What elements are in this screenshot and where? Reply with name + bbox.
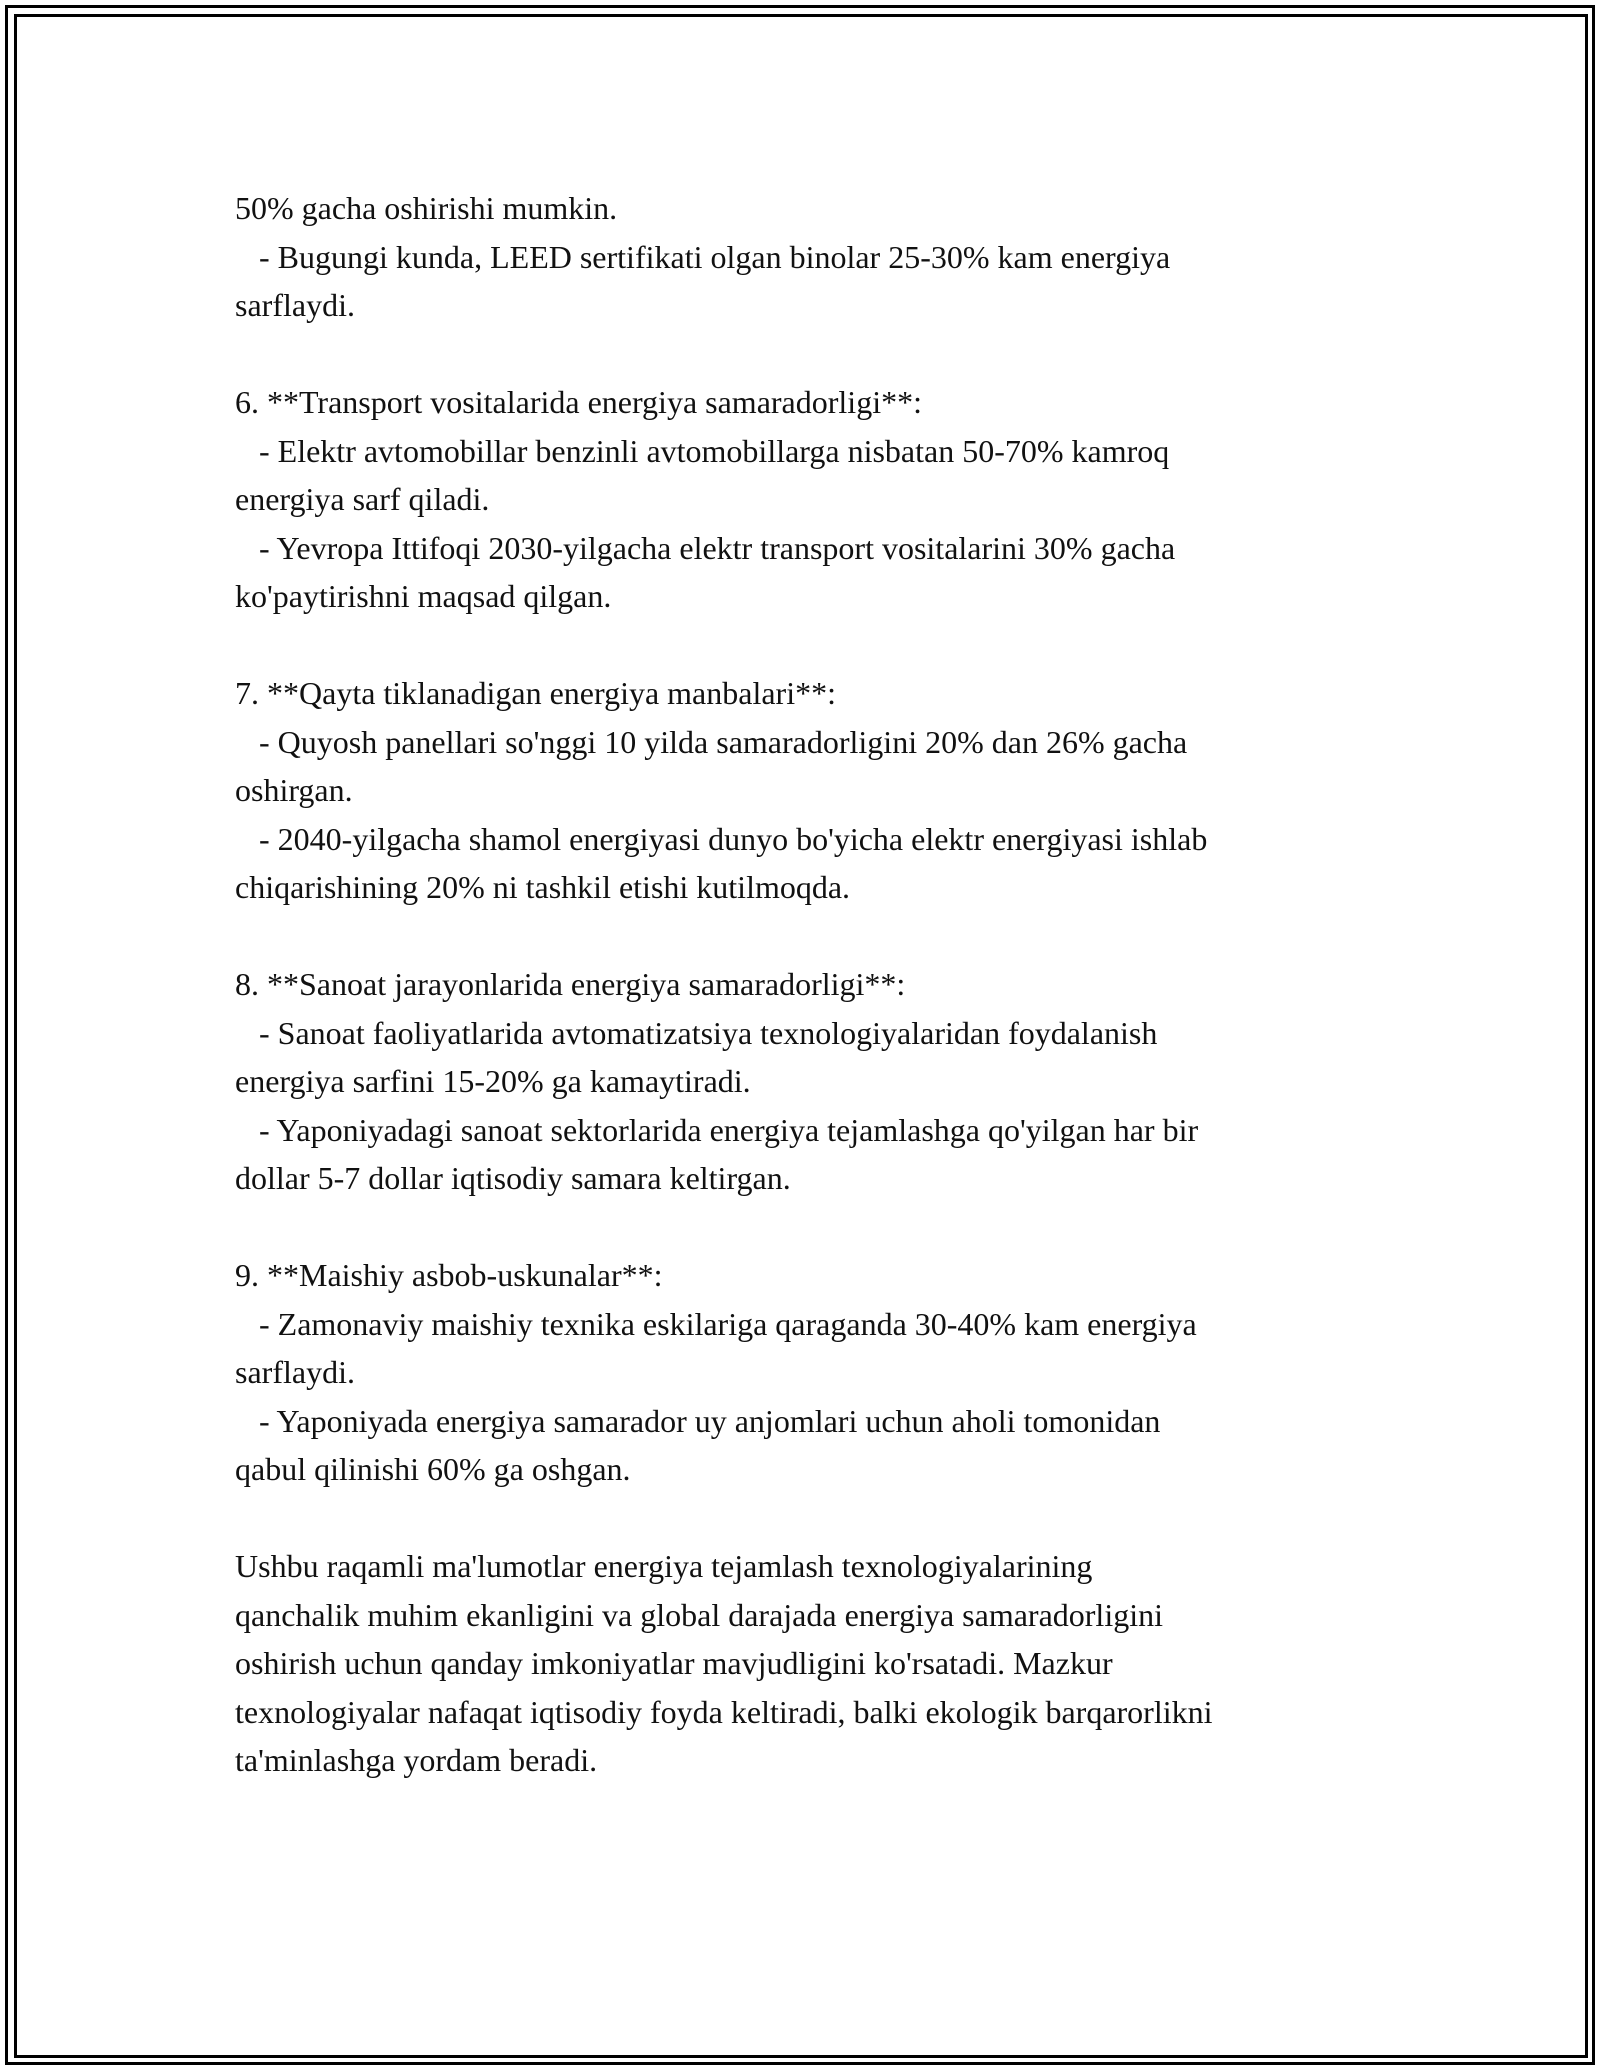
- section-heading: 8. **Sanoat jarayonlarida energiya samaradorligi**:: [235, 966, 906, 1002]
- document-body: [235, 184, 1365, 1785]
- paragraph-gap: [235, 1494, 1365, 1543]
- conclusion-paragraph: [235, 1542, 1365, 1785]
- paragraph-gap: [235, 1203, 1365, 1252]
- section-line: chiqarishining 20% ni tashkil etishi kutilmoqda.: [235, 869, 851, 905]
- conclusion-line: ta'minlashga yordam beradi.: [235, 1742, 598, 1778]
- conclusion-line: qanchalik muhim ekanligini va global darajada energiya samaradorligini: [235, 1596, 1163, 1633]
- section-heading: 7. **Qayta tiklanadigan energiya manbalari**:: [235, 675, 836, 711]
- section-6: [235, 378, 1365, 621]
- section-line: energiya sarf qiladi.: [235, 481, 490, 517]
- section-heading: 6. **Transport vositalarida energiya samaradorligi**:: [235, 384, 922, 420]
- section-line: - Yaponiyadagi sanoat sektorlarida energiya tejamlashga qo'yilgan har bir: [235, 1111, 1199, 1148]
- section-line: - 2040-yilgacha shamol energiyasi dunyo bo'yicha elektr energiyasi ishlab: [235, 820, 1208, 857]
- paragraph-gap: [235, 912, 1365, 961]
- conclusion-line: Ushbu raqamli ma'lumotlar energiya tejamlash texnologiyalarining: [235, 1548, 1093, 1584]
- section-line: - Zamonaviy maishiy texnika eskilariga qaraganda 30-40% kam energiya: [235, 1305, 1197, 1342]
- section-heading: 9. **Maishiy asbob-uskunalar**:: [235, 1257, 663, 1293]
- section-line: dollar 5-7 dollar iqtisodiy samara keltirgan.: [235, 1160, 791, 1196]
- conclusion-line: texnologiyalar nafaqat iqtisodiy foyda keltiradi, balki ekologik barqarorlikni: [235, 1693, 1213, 1730]
- intro-line: - Bugungi kunda, LEED sertifikati olgan binolar 25-30% kam energiya: [235, 238, 1171, 275]
- section-line: - Yaponiyada energiya samarador uy anjomlari uchun aholi tomonidan: [235, 1402, 1161, 1439]
- section-line: - Elektr avtomobillar benzinli avtomobillarga nisbatan 50-70% kamroq: [235, 432, 1170, 469]
- section-line: - Sanoat faoliyatlarida avtomatizatsiya texnologiyalaridan foydalanish: [235, 1014, 1158, 1051]
- section-line: energiya sarfini 15-20% ga kamaytiradi.: [235, 1063, 751, 1099]
- intro-line: 50% gacha oshirishi mumkin.: [235, 190, 618, 226]
- section-line: - Yevropa Ittifoqi 2030-yilgacha elektr transport vositalarini 30% gacha: [235, 529, 1176, 566]
- paragraph-gap: [235, 621, 1365, 670]
- paragraph-gap: [235, 330, 1365, 379]
- section-7: [235, 669, 1365, 912]
- section-line: oshirgan.: [235, 772, 353, 808]
- intro-line: sarflaydi.: [235, 287, 355, 323]
- section-line: sarflaydi.: [235, 1354, 355, 1390]
- section-line: - Quyosh panellari so'nggi 10 yilda samaradorligini 20% dan 26% gacha: [235, 723, 1188, 760]
- section-line: ko'paytirishni maqsad qilgan.: [235, 578, 612, 614]
- section-9: [235, 1251, 1365, 1494]
- section-line: qabul qilinishi 60% ga oshgan.: [235, 1451, 631, 1487]
- conclusion-line: oshirish uchun qanday imkoniyatlar mavjudligini ko'rsatadi. Mazkur: [235, 1645, 1113, 1681]
- section-8: [235, 960, 1365, 1203]
